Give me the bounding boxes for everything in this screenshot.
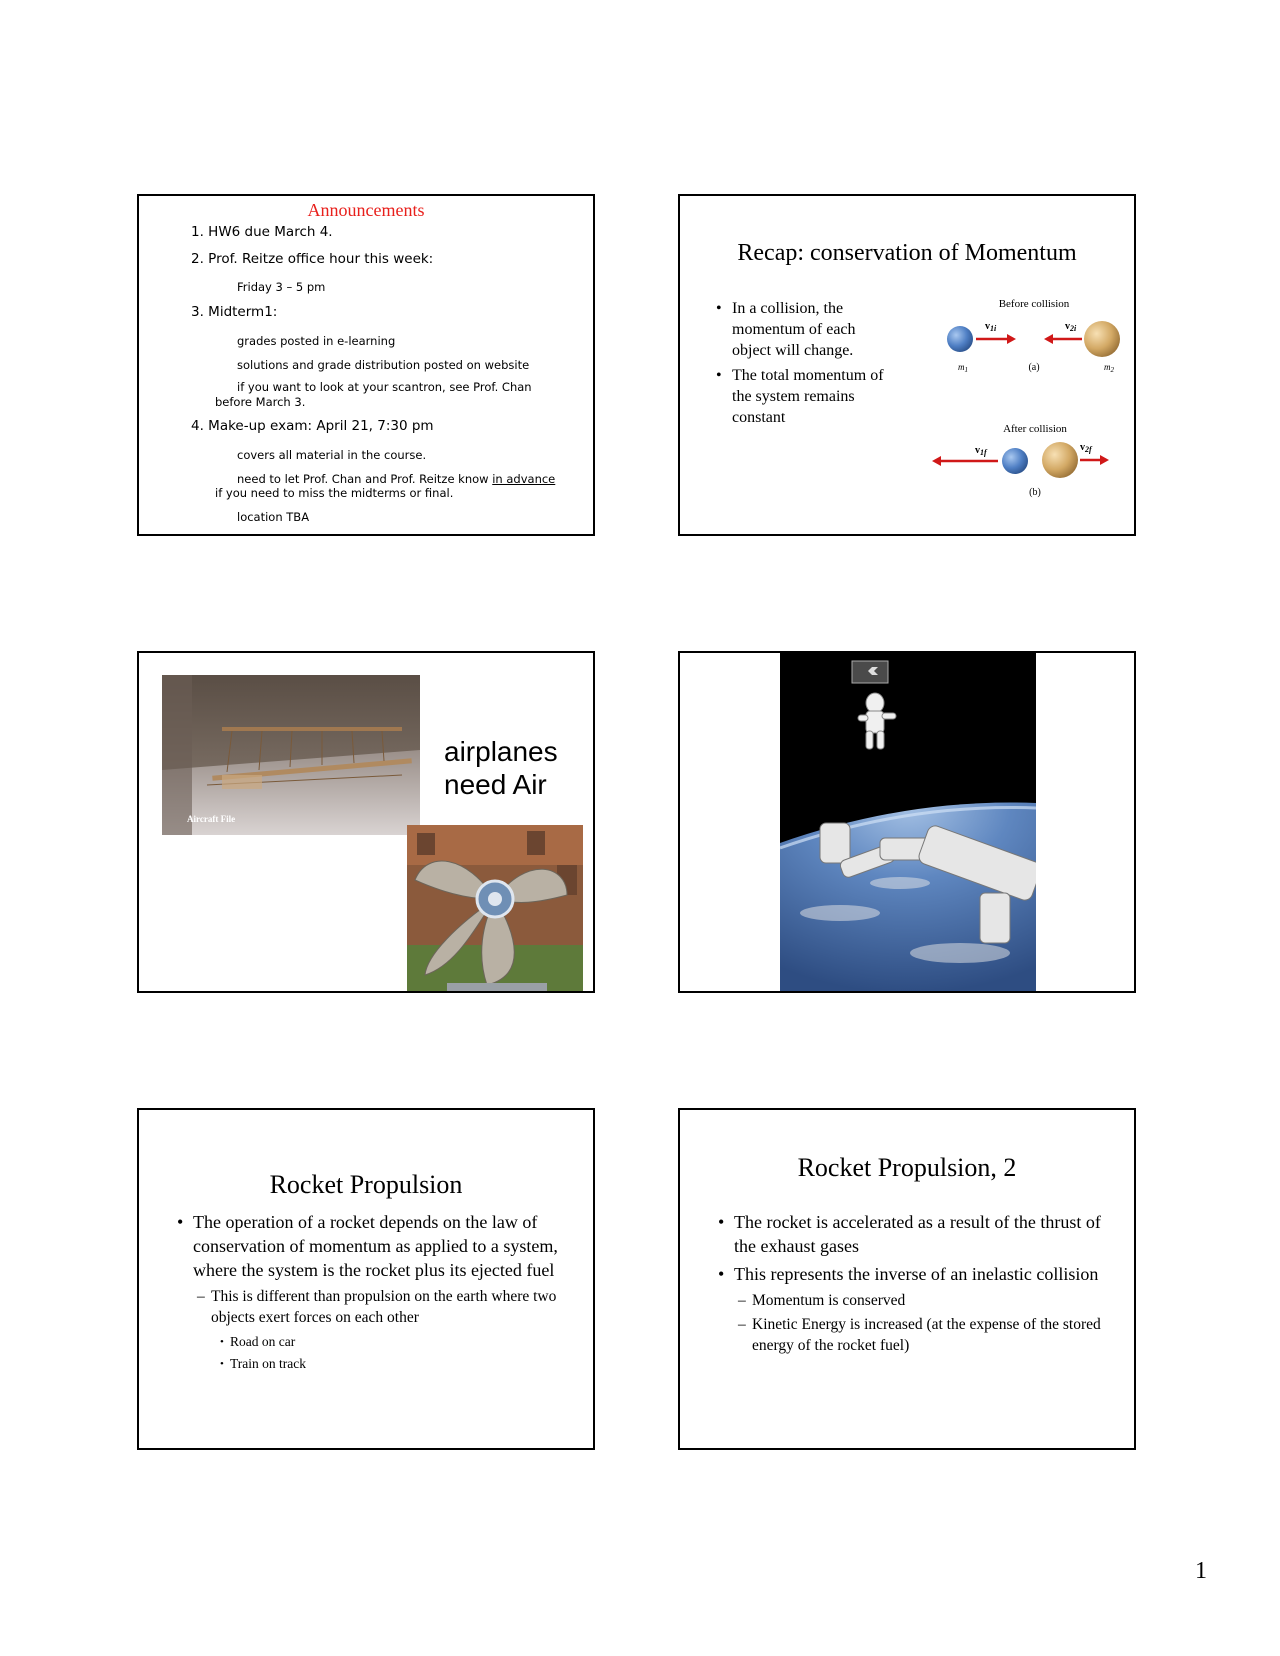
airplanes-text: [444, 735, 558, 801]
astronaut-photo: [780, 653, 1036, 993]
list-item: location TBA: [237, 510, 310, 524]
v1f-label: $v_{1f}$: [975, 445, 987, 457]
bullet-item: • The operation of a rocket depends on the law of conservation of momentum as applied to a system, where the system is the rocket plus its ejected fuel: [175, 1210, 575, 1282]
slide-airplanes: [137, 651, 595, 993]
list-item: 4. Make-up exam: April 21, 7:30 pm: [191, 418, 434, 434]
arrowhead: [1044, 334, 1053, 344]
sub-sub-bullet-item: • Train on track: [175, 1353, 575, 1375]
v2f-label: $v_{2f}$: [1080, 442, 1092, 454]
list-item: 2. Prof. Reitze office hour this week:: [191, 251, 434, 267]
slide-title: Rocket Propulsion, 2: [797, 1153, 1017, 1182]
text-line: need Air: [444, 769, 547, 800]
label-b: (b): [1029, 487, 1041, 498]
slide-rocket-propulsion-2: [678, 1108, 1136, 1450]
bullet-item: • The total momentum of the system remains constant: [714, 365, 894, 428]
propeller-photo: [407, 825, 583, 993]
sub-bullet-text: This is different than propulsion on the earth where two objects exert forces on each other: [211, 1288, 557, 1326]
photo-caption: Aircraft File: [187, 814, 236, 824]
v2i-label: $v_{2i}$: [1065, 321, 1077, 333]
list-item: 1. HW6 due March 4.: [191, 224, 333, 240]
sub-sub-bullet-item: • Road on car: [175, 1331, 575, 1353]
sub-bullet-text: Momentum is conserved: [752, 1292, 906, 1309]
list-item: [237, 472, 555, 486]
announcement-list: [139, 196, 593, 534]
arrowhead: [1007, 334, 1016, 344]
sub-bullet-item: – This is different than propulsion on the earth where two objects exert forces on each other: [197, 1288, 557, 1326]
ball-m1-after: [1002, 448, 1028, 474]
m1-label: $m_1$: [958, 362, 968, 374]
slide-space-photo: [678, 651, 1136, 993]
emphasis-text: in advance: [492, 472, 556, 486]
bullet-item: • This represents the inverse of an inelastic collision: [716, 1262, 1116, 1286]
list-item: before March 3.: [215, 395, 306, 409]
sub-bullet-item: – Momentum is conserved: [738, 1292, 906, 1309]
bullet-list: [714, 298, 894, 432]
bullet-item: • In a collision, the momentum of each object will change.: [714, 298, 894, 361]
after-collision-label: After collision: [1003, 423, 1067, 435]
slide-title: Rocket Propulsion: [269, 1170, 463, 1199]
v1i-label: $v_{1i}$: [985, 321, 997, 333]
list-item: Friday 3 – 5 pm: [237, 280, 326, 294]
ball-m1-before: [947, 326, 973, 352]
list-item: 3. Midterm1:: [191, 304, 278, 320]
list-item: if you need to miss the midterms or final.: [215, 486, 454, 500]
list-item: if you want to look at your scantron, see Prof. Chan: [237, 380, 532, 394]
bullet-list: [175, 1210, 575, 1375]
sub-bullet-text: Kinetic Energy is increased (at the expense of the stored energy of the rocket fuel): [752, 1316, 1101, 1354]
list-item: grades posted in e-learning: [237, 334, 396, 348]
wright-flyer-photo: [162, 675, 420, 835]
bullet-list: [716, 1210, 1116, 1359]
label-a: (a): [1028, 362, 1040, 373]
ball-m2-after: [1042, 442, 1078, 478]
m2-label: $m_2$: [1104, 362, 1114, 374]
bullet-item: • The rocket is accelerated as a result of the thrust of the exhaust gases: [716, 1210, 1116, 1258]
list-item: solutions and grade distribution posted on website: [237, 358, 530, 372]
slide-recap-momentum: [678, 194, 1136, 536]
text-line: airplanes: [444, 736, 558, 767]
slide-announcements: [137, 194, 595, 536]
list-item-text: need to let Prof. Chan and Prof. Reitze know: [237, 472, 489, 486]
sub-bullet-item: – Kinetic Energy is increased (at the expense of the stored energy of the rocket fuel): [738, 1316, 1101, 1354]
slide-rocket-propulsion: [137, 1108, 595, 1450]
list-item: covers all material in the course.: [237, 448, 427, 462]
collision-diagram: [930, 296, 1130, 511]
arrowhead: [1100, 455, 1109, 465]
page-number: 1: [1195, 1558, 1207, 1584]
ball-m2-before: [1084, 321, 1120, 357]
slide-title: Announcements: [307, 200, 425, 220]
arrowhead: [932, 456, 941, 466]
slide-title: Recap: conservation of Momentum: [737, 240, 1077, 266]
before-collision-label: Before collision: [998, 298, 1070, 310]
